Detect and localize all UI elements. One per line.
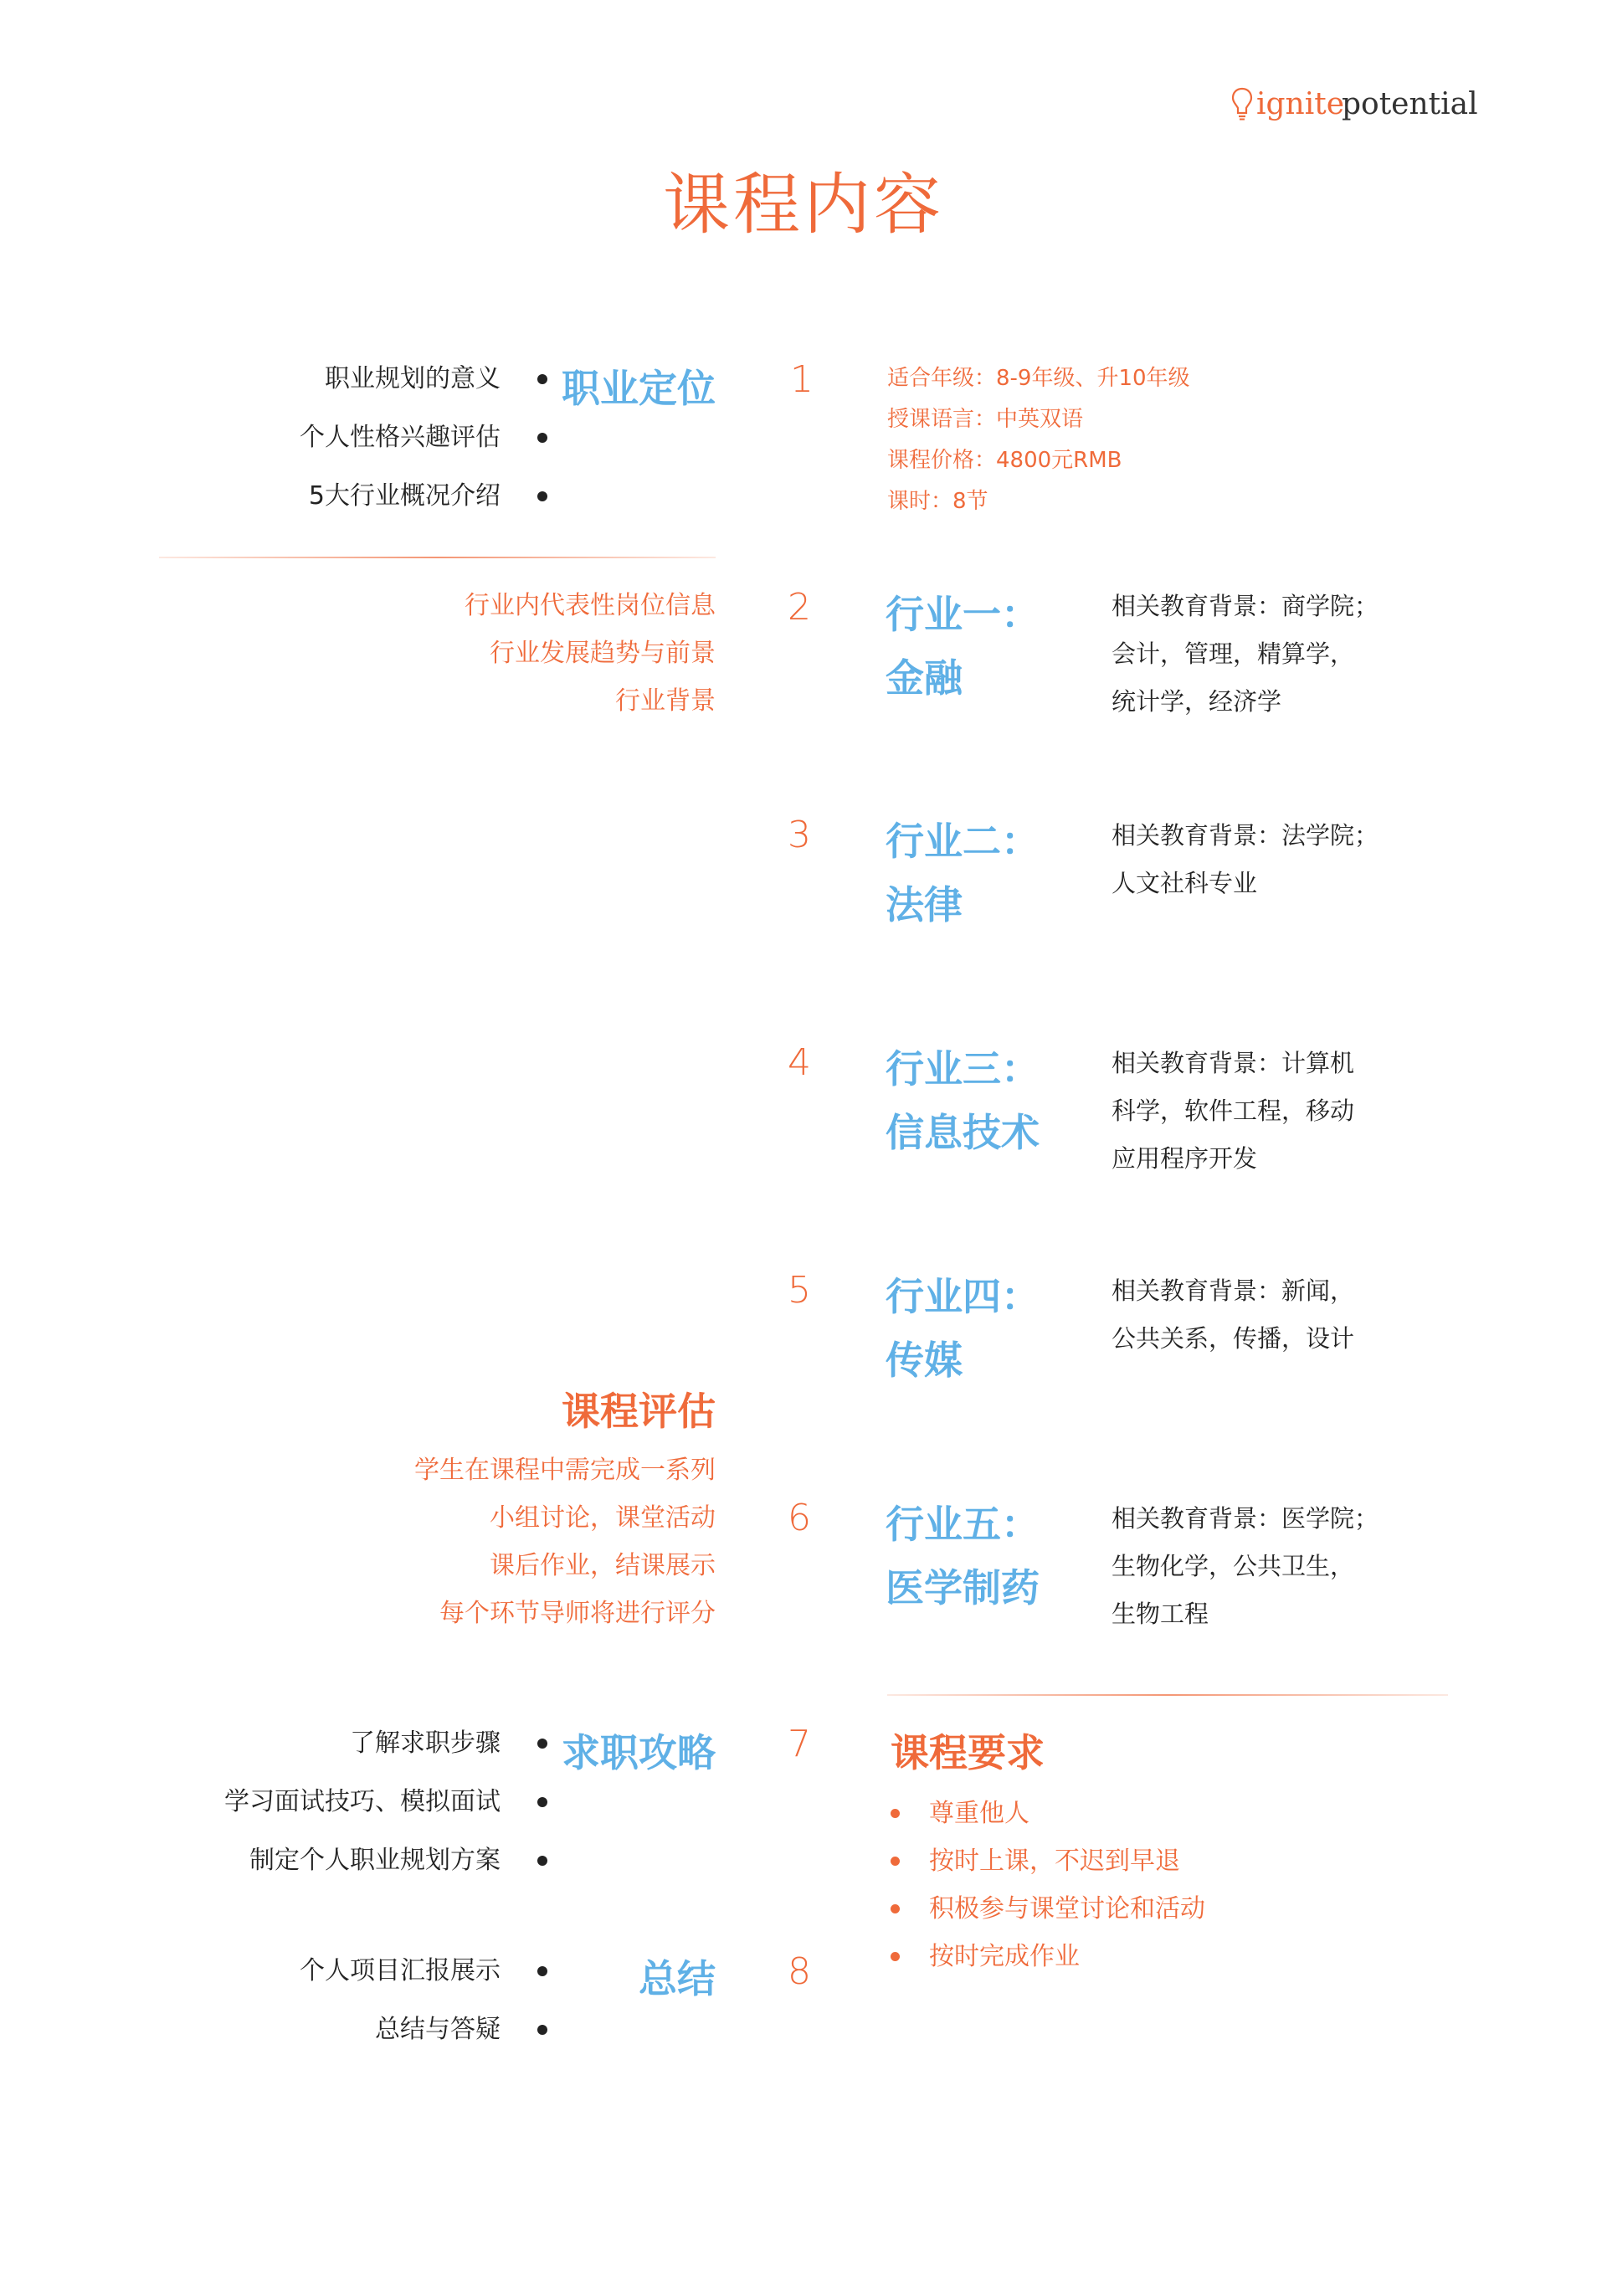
industry-5-desc — [1112, 1495, 1379, 1638]
industry-label: 行业二： — [886, 819, 1040, 864]
evaluation-line: 小组讨论，课堂活动 — [490, 1503, 716, 1533]
logo-word-ignite: ignite — [1256, 87, 1345, 121]
industry-1-desc — [1112, 583, 1379, 726]
bullet-icon — [891, 1809, 900, 1818]
list-item — [300, 2001, 547, 2059]
desc-line: 应用程序开发 — [1112, 1144, 1258, 1173]
desc-line: 相关教育背景：新闻， — [1112, 1276, 1355, 1305]
bullet-icon — [891, 1857, 900, 1866]
list-item — [300, 408, 547, 467]
industry-name: 法律 — [886, 882, 963, 927]
topic-text: 总结与答疑 — [375, 2015, 501, 2044]
desc-line: 相关教育背景：法学院； — [1112, 821, 1379, 850]
desc-line: 生物工程 — [1112, 1600, 1209, 1628]
topic-text: 学习面试技巧、模拟面试 — [224, 1787, 501, 1816]
desc-line: 相关教育背景：医学院； — [1112, 1504, 1379, 1533]
industry-1-title — [886, 583, 1040, 710]
topic-text: 职业规划的意义 — [325, 364, 501, 393]
page-title: 课程内容 — [663, 166, 944, 244]
session-number-4: 4 — [788, 1041, 811, 1084]
session-number-8: 8 — [788, 1950, 811, 1993]
requirements-list — [889, 1790, 1205, 1980]
session-number-7: 7 — [788, 1723, 811, 1765]
divider — [887, 1694, 1448, 1696]
session-7-heading: 求职攻略 — [562, 1730, 716, 1775]
requirement-text: 按时上课，不迟到早退 — [929, 1847, 1180, 1876]
industry-content-list — [465, 582, 716, 725]
session-number-3: 3 — [788, 814, 811, 856]
industry-label: 行业五： — [886, 1502, 1040, 1547]
session-1-heading: 职业定位 — [562, 366, 716, 411]
list-item — [889, 1933, 1205, 1980]
topic-text: 了解求职步骤 — [350, 1728, 501, 1758]
bullet-icon — [537, 1856, 547, 1866]
evaluation-line: 课后作业，结课展示 — [490, 1551, 716, 1580]
industry-content-item: 行业发展趋势与前景 — [490, 639, 716, 668]
bullet-icon — [891, 1904, 900, 1913]
industry-content-item: 行业背景 — [615, 686, 716, 716]
session-number-2: 2 — [788, 586, 811, 629]
logo-word-potential: potential — [1342, 87, 1478, 121]
industry-name: 传媒 — [886, 1338, 963, 1383]
industry-label: 行业四： — [886, 1274, 1040, 1319]
bullet-icon — [537, 2025, 547, 2035]
desc-line: 人文社科专业 — [1112, 869, 1258, 897]
session-number-5: 5 — [788, 1269, 811, 1312]
bullet-icon — [537, 1739, 547, 1749]
session-8-topics — [300, 1942, 547, 2059]
list-item — [224, 1714, 547, 1773]
topic-text: 5大行业概况介绍 — [308, 481, 501, 511]
bullet-icon — [537, 1797, 547, 1807]
session-7-topics — [224, 1714, 547, 1890]
industry-3-title — [886, 1037, 1040, 1164]
session-number-6: 6 — [788, 1497, 811, 1539]
list-item — [224, 1773, 547, 1831]
divider — [159, 557, 716, 558]
bullet-icon — [537, 374, 547, 384]
lightbulb-icon — [1231, 87, 1253, 121]
industry-name: 信息技术 — [886, 1110, 1040, 1155]
desc-line: 科学，软件工程，移动 — [1112, 1097, 1355, 1125]
industry-2-desc — [1112, 812, 1379, 907]
industry-content-item: 行业内代表性岗位信息 — [465, 591, 716, 620]
topic-text: 个人性格兴趣评估 — [300, 423, 501, 452]
industry-4-desc — [1112, 1267, 1354, 1363]
list-item — [889, 1790, 1205, 1837]
evaluation-line: 每个环节导师将进行评分 — [439, 1599, 716, 1628]
topic-text: 个人项目汇报展示 — [300, 1956, 501, 1985]
industry-5-title — [886, 1492, 1040, 1620]
session-number-1: 1 — [790, 358, 814, 401]
topic-text: 制定个人职业规划方案 — [249, 1846, 501, 1875]
desc-line: 生物化学，公共卫生， — [1112, 1552, 1355, 1580]
requirement-text: 按时完成作业 — [929, 1942, 1080, 1971]
session-8-heading: 总结 — [639, 1956, 716, 2001]
industry-label: 行业一： — [886, 592, 1040, 637]
course-info — [887, 358, 1190, 522]
bullet-icon — [537, 491, 547, 501]
desc-line: 会计，管理，精算学， — [1112, 639, 1355, 668]
list-item — [300, 467, 547, 526]
list-item — [224, 1831, 547, 1890]
bullet-icon — [537, 1966, 547, 1976]
bullet-icon — [537, 433, 547, 443]
industry-3-desc — [1112, 1040, 1354, 1183]
info-grade: 适合年级：8-9年级、升10年级 — [887, 366, 1190, 391]
session-1-topics — [300, 350, 547, 526]
requirement-text: 尊重他人 — [929, 1799, 1029, 1828]
industry-name: 医学制药 — [886, 1565, 1040, 1610]
info-price: 课程价格：4800元RMB — [887, 448, 1122, 473]
info-hours: 课时：8节 — [887, 489, 988, 514]
evaluation-lines — [414, 1446, 716, 1637]
industry-label: 行业三： — [886, 1046, 1040, 1091]
evaluation-line: 学生在课程中需完成一系列 — [414, 1456, 716, 1485]
requirements-heading: 课程要求 — [891, 1730, 1045, 1775]
desc-line: 公共关系，传播，设计 — [1112, 1324, 1355, 1353]
evaluation-heading: 课程评估 — [562, 1389, 716, 1434]
list-item — [300, 1942, 547, 2001]
list-item — [300, 350, 547, 408]
bullet-icon — [891, 1952, 900, 1961]
desc-line: 相关教育背景：计算机 — [1112, 1049, 1355, 1077]
list-item — [889, 1885, 1205, 1933]
list-item — [889, 1837, 1205, 1885]
desc-line: 相关教育背景：商学院； — [1112, 592, 1379, 620]
desc-line: 统计学，经济学 — [1112, 687, 1282, 716]
info-language: 授课语言：中英双语 — [887, 407, 1084, 432]
requirement-text: 积极参与课堂讨论和活动 — [929, 1894, 1205, 1924]
industry-name: 金融 — [886, 655, 963, 701]
industry-2-title — [886, 809, 1040, 937]
industry-4-title — [886, 1265, 1040, 1392]
